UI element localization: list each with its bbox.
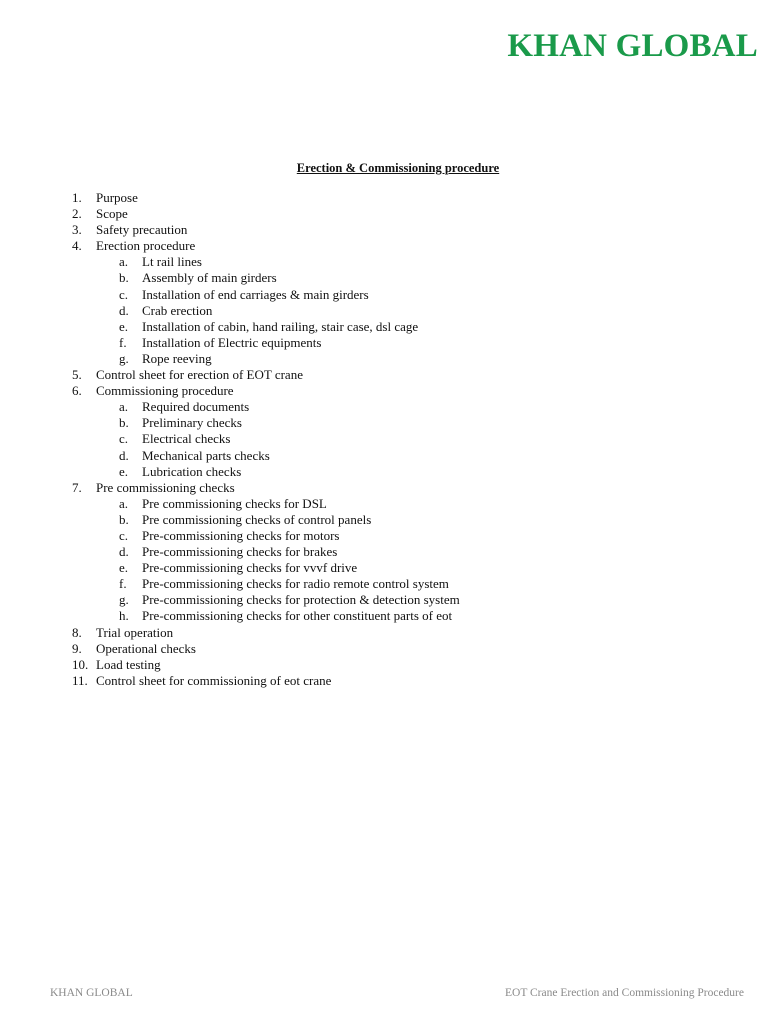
toc-item-number: 4. xyxy=(72,238,82,254)
toc-item-number: 11. xyxy=(72,672,88,688)
toc-subitem xyxy=(0,528,768,544)
toc-subitem xyxy=(0,512,768,528)
toc-item-text: Electrical checks xyxy=(142,431,231,447)
toc-subitem xyxy=(0,303,768,319)
toc-item-number: 8. xyxy=(72,624,82,640)
toc-item-text: Required documents xyxy=(142,399,250,415)
table-of-contents xyxy=(0,190,768,689)
toc-subitem xyxy=(0,287,768,303)
toc-item xyxy=(0,190,768,206)
footer-company-name: KHAN GLOBAL xyxy=(50,987,133,999)
toc-subitem xyxy=(0,335,768,351)
toc-item-text: Lt rail lines xyxy=(142,254,202,270)
toc-item-text: Scope xyxy=(96,206,128,222)
toc-item-text: Control sheet for erection of EOT crane xyxy=(96,367,303,383)
toc-item-number: b. xyxy=(119,415,129,431)
toc-item-number: c. xyxy=(119,431,129,447)
toc-subitem xyxy=(0,544,768,560)
toc-item-text: Purpose xyxy=(96,190,138,205)
toc-item xyxy=(0,625,768,641)
toc-item-number: b. xyxy=(119,270,129,286)
company-brand-title: KHAN GLOBAL xyxy=(507,28,758,64)
toc-item-number: 7. xyxy=(72,479,82,495)
toc-item-number: f. xyxy=(119,576,127,592)
toc-item-text: Rope reeving xyxy=(142,350,212,366)
toc-item xyxy=(0,641,768,657)
toc-item xyxy=(0,480,768,496)
toc-item-number: a. xyxy=(119,495,129,511)
toc-item-number: e. xyxy=(119,560,129,576)
toc-item-text: Trial operation xyxy=(96,624,174,640)
toc-item-text: Pre-commissioning checks for brakes xyxy=(142,544,338,560)
toc-item xyxy=(0,367,768,383)
toc-item-number: e. xyxy=(119,318,129,334)
toc-item-number: c. xyxy=(119,286,129,302)
toc-subitem xyxy=(0,319,768,335)
toc-subitem xyxy=(0,608,768,624)
toc-item-text: Assembly of main girders xyxy=(142,270,277,286)
toc-item-text: Preliminary checks xyxy=(142,415,242,431)
toc-item-text: Pre-commissioning checks for vvvf drive xyxy=(142,560,358,576)
toc-subitem xyxy=(0,448,768,464)
toc-item xyxy=(0,206,768,222)
toc-item-text: Pre commissioning checks xyxy=(96,479,235,495)
toc-item-text: Control sheet for commissioning of eot crane xyxy=(96,672,332,688)
toc-item-number: 3. xyxy=(72,222,82,238)
toc-item-number: g. xyxy=(119,592,129,608)
toc-item-text: Commissioning procedure xyxy=(96,383,234,399)
toc-item-text: Pre commissioning checks for DSL xyxy=(142,495,327,511)
toc-item-text: Load testing xyxy=(96,656,161,672)
toc-item-number: d. xyxy=(119,447,129,463)
footer-document-name: EOT Crane Erection and Commissioning Procedure xyxy=(504,987,744,999)
toc-subitem xyxy=(0,399,768,415)
toc-item xyxy=(0,383,768,399)
toc-subitem xyxy=(0,496,768,512)
toc-item-number: 9. xyxy=(72,640,82,656)
toc-subitem xyxy=(0,560,768,576)
toc-item-text: Pre commissioning checks of control panels xyxy=(142,511,372,527)
toc-item xyxy=(0,657,768,673)
toc-subitem xyxy=(0,592,768,608)
toc-item-number: 10. xyxy=(72,656,89,672)
toc-item-text: Safety precaution xyxy=(96,222,188,238)
toc-subitem xyxy=(0,576,768,592)
toc-subitem xyxy=(0,464,768,480)
toc-subitem xyxy=(0,415,768,431)
toc-item-number: b. xyxy=(119,511,129,527)
toc-item xyxy=(0,238,768,254)
toc-subitem xyxy=(0,270,768,286)
toc-item-number: h. xyxy=(119,608,129,624)
toc-item-text: Mechanical parts checks xyxy=(142,447,270,463)
toc-item-number: d. xyxy=(119,302,129,318)
toc-item-text: Operational checks xyxy=(96,640,196,656)
toc-item-number: 2. xyxy=(72,206,82,222)
toc-item-number: c. xyxy=(119,527,129,543)
toc-item-number: e. xyxy=(119,463,129,479)
toc-item-text: Pre-commissioning checks for motors xyxy=(142,527,340,543)
toc-item xyxy=(0,222,768,238)
toc-item-number: 6. xyxy=(72,383,82,399)
toc-item-text: Pre-commissioning checks for radio remote control system xyxy=(142,576,449,592)
toc-item-number: 5. xyxy=(72,367,82,383)
toc-item-number: 1. xyxy=(72,190,82,205)
toc-item-number: g. xyxy=(119,350,129,366)
toc-subitem xyxy=(0,254,768,270)
toc-subitem xyxy=(0,431,768,447)
toc-item-number: d. xyxy=(119,544,129,560)
toc-item-text: Installation of cabin, hand railing, stair case, dsl cage xyxy=(142,318,419,334)
toc-item-text: Pre-commissioning checks for other constituent parts of eot xyxy=(142,608,453,624)
toc-item-number: f. xyxy=(119,334,127,350)
toc-item-text: Installation of Electric equipments xyxy=(142,334,322,350)
toc-item-number: a. xyxy=(119,399,129,415)
document-title: Erection & Commissioning procedure xyxy=(296,161,500,175)
toc-item-number: a. xyxy=(119,254,129,270)
toc-item xyxy=(0,673,768,689)
toc-item-text: Crab erection xyxy=(142,302,213,318)
toc-subitem xyxy=(0,351,768,367)
toc-item-text: Lubrication checks xyxy=(142,463,242,479)
toc-item-text: Installation of end carriages & main girders xyxy=(142,286,369,302)
toc-item-text: Erection procedure xyxy=(96,238,196,254)
toc-item-text: Pre-commissioning checks for protection & detection system xyxy=(142,592,460,608)
